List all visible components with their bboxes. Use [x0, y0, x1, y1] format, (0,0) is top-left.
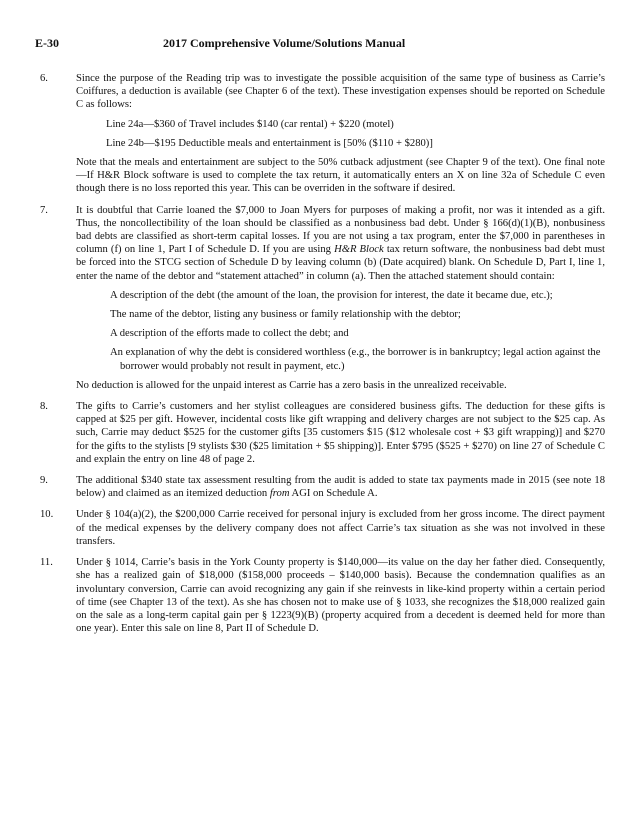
item-number: 11.	[40, 557, 53, 569]
answer-list	[40, 72, 605, 643]
answer-item-7	[40, 204, 605, 392]
item-note: Note that the meals and entertainment are subject to the 50% cutback adjustment (see Chapter 9 of the text). One final note—If H&R Block software is used to complete the tax return, it automatically enters an X on line 32a of Schedule C even though there is no loss reported this year. This can be overriden in the software if desired.	[76, 157, 605, 195]
answer-item-9	[40, 474, 605, 500]
item-number: 7.	[40, 204, 48, 216]
paragraph-text: AGI on Schedule A.	[289, 488, 378, 500]
statement-item: The name of the debtor, listing any business or family relationship with the debtor;	[110, 309, 461, 321]
answer-item-8	[40, 400, 605, 466]
paragraph-text: It is doubtful that Carrie loaned the $7,000 to Joan Myers for purposes of making a profit, nor was it intended as a gift. Thus, the noncollectibility of the loan should be classified as a nonbusiness bad debt. Under § 166(d)(1)(B), nonbusiness bad debts are classified as short-term capital losses. If you are not using a tax program, enter the $7,000 in parentheses in column (f) on line 1, Part I of Schedule D. If you are using	[76, 204, 605, 256]
item-paragraph	[76, 474, 605, 500]
item-paragraph: Since the purpose of the Reading trip was to investigate the possible acquisition of the same type of business as Carrie’s Coiffures, a deduction is available (see Chapter 6 of the text). These investigation expenses should be reported on Schedule C as follows:	[76, 73, 605, 111]
item-paragraph	[76, 204, 605, 283]
item-number: 6.	[40, 73, 48, 84]
statement-item: A description of the debt (the amount of the loan, the provision for interest, the date it became due, etc.);	[110, 289, 553, 301]
answer-item-10	[40, 508, 605, 548]
answer-item-6	[40, 72, 605, 196]
item-number: 8.	[40, 401, 48, 413]
paragraph-text: The additional $340 state tax assessment resulting from the audit is added to state tax payments made in 2015 (see note 18 below) and claimed as an itemized deduction	[76, 475, 605, 500]
item-paragraph: The gifts to Carrie’s customers and her stylist colleagues are considered business gifts. The deduction for these gifts is capped at $25 per gift. However, incidental costs like gift wrapping and delivery charges are not subject to the $25 cap. As such, Carrie may deduct $525 for the customer gifts [35 customers $15 ($12 wholesale cost + $3 gift wrapping)] and $270 for the gifts to the stylists [9 stylists $30 ($25 limitation + $5 shipping)]. Enter $795 ($525 + $270) on line 27 of Schedule C and explain the entry on line 48 of page 2.	[76, 401, 605, 465]
item-paragraph: Under § 1014, Carrie’s basis in the York County property is $140,000—its value on the day her father died. Consequently, she has a realized gain of $18,000 ($158,000 proceeds – $140,000 basis). Because the condemnation qualifies as an involuntary conversion, Carrie can avoid recognizing any gain if she reinvests in like-kind property within a certain period of time (see Chapter 13 of the text). As she has chosen not to make use of § 1033, she recognizes the $18,000 realized gain on the sale as a long-term capital gain per § 1223(9)(B) (property acquired from a decedent is deemed held for more than one year). Enter this sale on line 8, Part II of Schedule D.	[76, 557, 605, 635]
schedule-line-24b: Line 24b—$195 Deductible meals and entertainment is [50% ($110 + $280)]	[106, 137, 433, 149]
statement-item: A description of the efforts made to collect the debt; and	[110, 328, 349, 340]
item-closing: No deduction is allowed for the unpaid interest as Carrie has a zero basis in the unrealized receivable.	[76, 379, 507, 391]
schedule-line-24a: Line 24a—$360 of Travel includes $140 (car rental) + $220 (motel)	[106, 118, 394, 130]
paragraph-text: tax return software, the nonbusiness bad debt must be forced into the STCG section of Schedule D by leaving column (b) (Date acquired) blank. On Schedule D, Part I, line 1, enter the name of the debtor and “statement attached” in column (a). Then the attached statement should contain:	[76, 244, 605, 282]
page-code: E-30	[35, 36, 59, 50]
statement-item: An explanation of why the debt is considered worthless (e.g., the borrower is in bankruptcy; legal action against the borrower would probably not result in payment, etc.)	[110, 347, 601, 372]
manual-title: 2017 Comprehensive Volume/Solutions Manual	[163, 36, 406, 50]
item-number: 9.	[40, 475, 48, 487]
item-paragraph: Under § 104(a)(2), the $200,000 Carrie received for personal injury is excluded from her gross income. The direct payment of the medical expenses by the delivery company does not affect Carrie’s tax situation as she was not involved in these transfers.	[76, 509, 605, 547]
answer-item-11	[40, 556, 605, 635]
item-number: 10.	[40, 509, 54, 521]
emphasis: from	[269, 488, 290, 500]
software-name: H&R Block	[334, 244, 384, 256]
